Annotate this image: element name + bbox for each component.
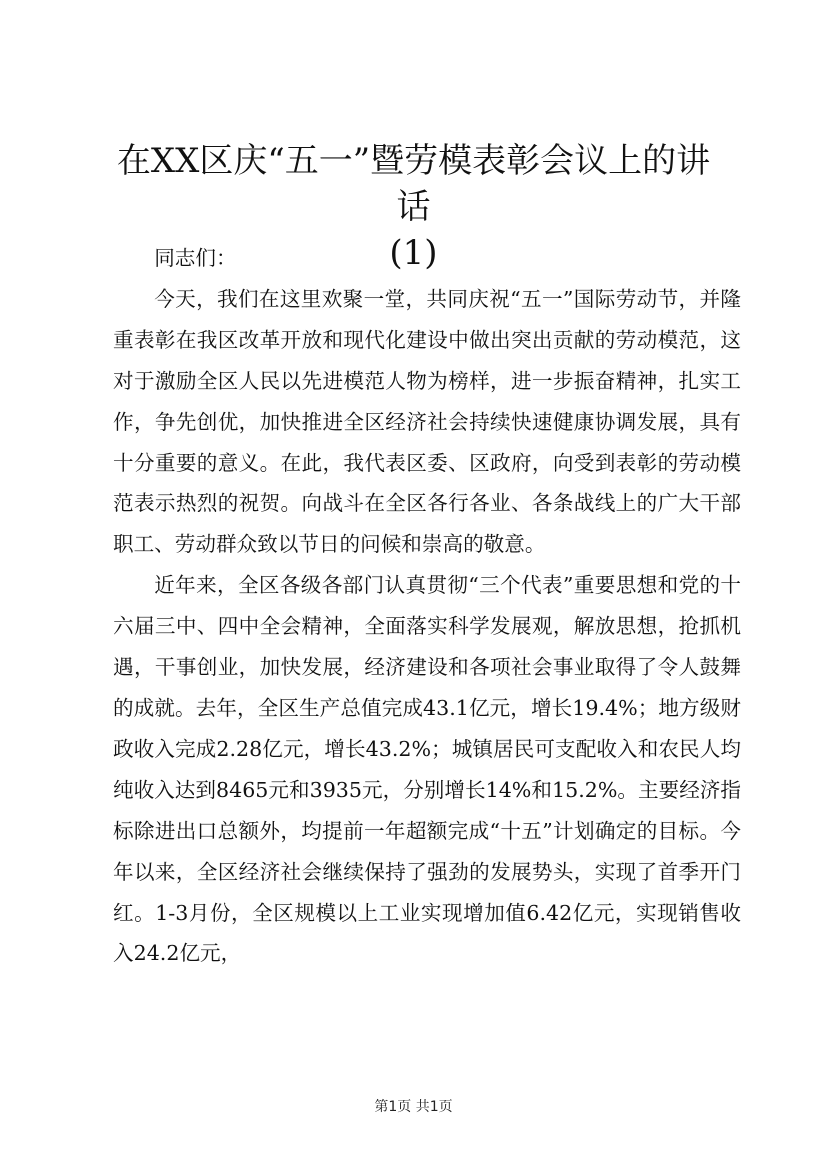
paragraph-2: 近年来，全区各级各部门认真贯彻“三个代表”重要思想和党的十六届三中、四中全会精神，全面落实科学发展观，解放思想，抢抓机遇，干事创业，加快发展，经济建设和各项社会事业取得了令人鼓舞的成就。去年，全区生产总值完成43.1亿元，增长19.4%；地方级财政收入完成2.28亿元，增长43.2%；城镇居民可支配收入和农民人均纯收入达到8465元和3935元，分别增长14%和15.2%。主要经济指标除进出口总额外，均提前一年超额完成“十五”计划确定的目标。今年以来，全区经济社会继续保持了强劲的发展势头，实现了首季开门红。1-3月份，全区规模以上工业实现增加值6.42亿元，实现销售收入24.2亿元， (113, 573, 741, 966)
document-body (113, 238, 741, 974)
title-line-1: 在XX区庆“五一”暨劳模表彰会议上的讲话 (116, 141, 711, 227)
page-footer: 第1页 共1页 (374, 1099, 453, 1115)
greeting: 同志们： (154, 246, 237, 270)
title-line-2: (1) (389, 233, 438, 273)
paragraph-1: 今天，我们在这里欢聚一堂，共同庆祝“五一”国际劳动节，并隆重表彰在我区改革开放和现代化建设中做出突出贡献的劳动模范，这对于激励全区人民以先进模范人物为榜样，进一步振奋精神，扎实工作，争先创优，加快推进全区经济社会持续快速健康协调发展，具有十分重要的意义。在此，我代表区委、区政府，向受到表彰的劳动模范表示热烈的祝贺。向战斗在全区各行各业、各条战线上的广大干部职工、劳动群众致以节日的问候和崇高的敬意。 (113, 286, 741, 557)
